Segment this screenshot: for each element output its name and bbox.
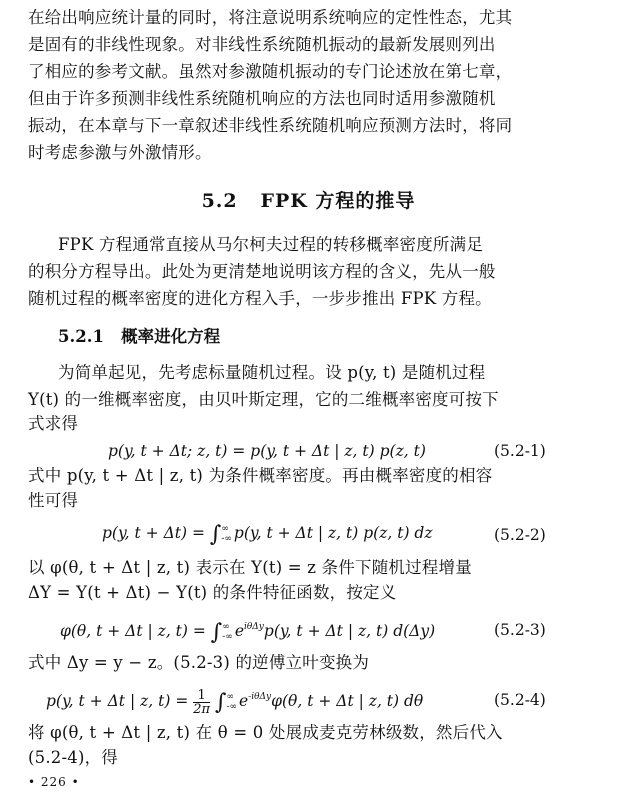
integral-limits — [226, 692, 237, 712]
exponent: iθΔy — [244, 622, 264, 632]
subsection-title: 概率进化方程 — [121, 327, 221, 346]
equation-lhs: p(y, t + Δt) = — [102, 524, 210, 542]
intro-line: 振动，在本章与下一章叙述非线性系统随机响应预测方法时，将同 — [28, 116, 513, 135]
section-intro-line: 的积分方程导出。此处为更清楚地说明该方程的含义，先从一般 — [28, 262, 496, 281]
upper-limit: ∞ — [226, 692, 234, 702]
intro-line: 时考虑参激与外激情形。 — [28, 143, 212, 162]
exponential-base: e — [239, 692, 249, 710]
paragraph-line: (5.2-4)，得 — [28, 748, 118, 767]
paragraph-line: 以 φ(θ, t + Δt | z, t) 表示在 Y(t) = z 条件下随机过程增量 — [28, 558, 472, 577]
subsection-number: 5.2.1 — [58, 327, 104, 346]
upper-limit: ∞ — [222, 622, 230, 632]
intro-line: 在给出响应统计量的同时，将注意说明系统响应的定性性态，尤其 — [28, 8, 513, 27]
section-intro-line: FPK 方程通常直接从马尔柯夫过程的转移概率密度所满足 — [58, 235, 484, 254]
equation-number: (5.2-1) — [494, 442, 546, 460]
equation-lhs: p(y, t + Δt | z, t) = — [46, 692, 194, 710]
integral-limits — [221, 524, 232, 544]
paragraph-line: Y(t) 的一维概率密度，由贝叶斯定理，它的二维概率密度可按下 — [28, 390, 499, 409]
exponential-base: e — [234, 622, 244, 640]
page-number: • 226 • — [28, 775, 80, 789]
section-heading — [0, 188, 617, 214]
paragraph-line: 为简单起见，先考虑标量随机过程。设 p(y, t) 是随机过程 — [58, 363, 486, 382]
integrand: p(y, t + Δt | z, t) p(z, t) dz — [233, 524, 433, 542]
section-title: FPK 方程的推导 — [260, 190, 416, 212]
integrand: φ(θ, t + Δt | z, t) dθ — [271, 692, 424, 710]
integrand: p(y, t + Δt | z, t) d(Δy) — [263, 622, 436, 640]
equation-number: (5.2-2) — [494, 526, 546, 544]
lower-limit: -∞ — [222, 632, 233, 642]
equation-number: (5.2-3) — [494, 621, 546, 639]
paragraph-line: 将 φ(θ, t + Δt | z, t) 在 θ = 0 处展成麦克劳林级数，然后代入 — [28, 723, 503, 742]
paragraph-line: ΔY = Y(t + Δt) − Y(t) 的条件特征函数，按定义 — [28, 583, 397, 602]
section-intro-line: 随机过程的概率密度的进化方程入手，一步步推出 FPK 方程。 — [28, 289, 492, 308]
intro-line: 但由于许多预测非线性系统随机响应的方法也同时适用参激随机 — [28, 89, 496, 108]
subsection-heading — [58, 326, 220, 348]
upper-limit: ∞ — [221, 524, 229, 534]
section-number: 5.2 — [201, 190, 238, 212]
equation-5-2-2 — [102, 522, 433, 546]
integral-limits — [222, 622, 233, 642]
fraction-numerator: 1 — [193, 689, 210, 703]
intro-line: 是固有的非线性现象。对非线性系统随机振动的最新发展则列出 — [28, 35, 496, 54]
lower-limit: -∞ — [226, 702, 238, 712]
lower-limit: -∞ — [221, 534, 232, 544]
intro-line: 了相应的参考文献。虽然对参激随机振动的专门论述放在第七章， — [28, 62, 513, 81]
paragraph-line: 式中 p(y, t + Δt | z, t) 为条件概率密度。再由概率密度的相容 — [28, 466, 493, 485]
equation-5-2-3 — [60, 616, 435, 644]
exponent: -iθΔy — [248, 692, 272, 702]
equation-lhs: φ(θ, t + Δt | z, t) = — [60, 622, 211, 640]
integral-sign: ∫ — [210, 620, 223, 645]
paragraph-line: 式中 Δy = y − z。(5.2-3) 的逆傅立叶变换为 — [28, 653, 370, 672]
equation-number: (5.2-4) — [494, 691, 546, 709]
fraction — [193, 689, 210, 716]
integral-sign: ∫ — [215, 690, 227, 715]
integral-sign: ∫ — [209, 522, 222, 547]
equation-5-2-4 — [46, 686, 423, 716]
equation-5-2-1: p(y, t + Δt; z, t) = p(y, t + Δt | z, t) p(z, t) — [108, 442, 426, 460]
paragraph-line: 性可得 — [28, 491, 79, 510]
fraction-denominator: 2π — [193, 701, 211, 717]
paragraph-line: 式求得 — [28, 414, 79, 433]
